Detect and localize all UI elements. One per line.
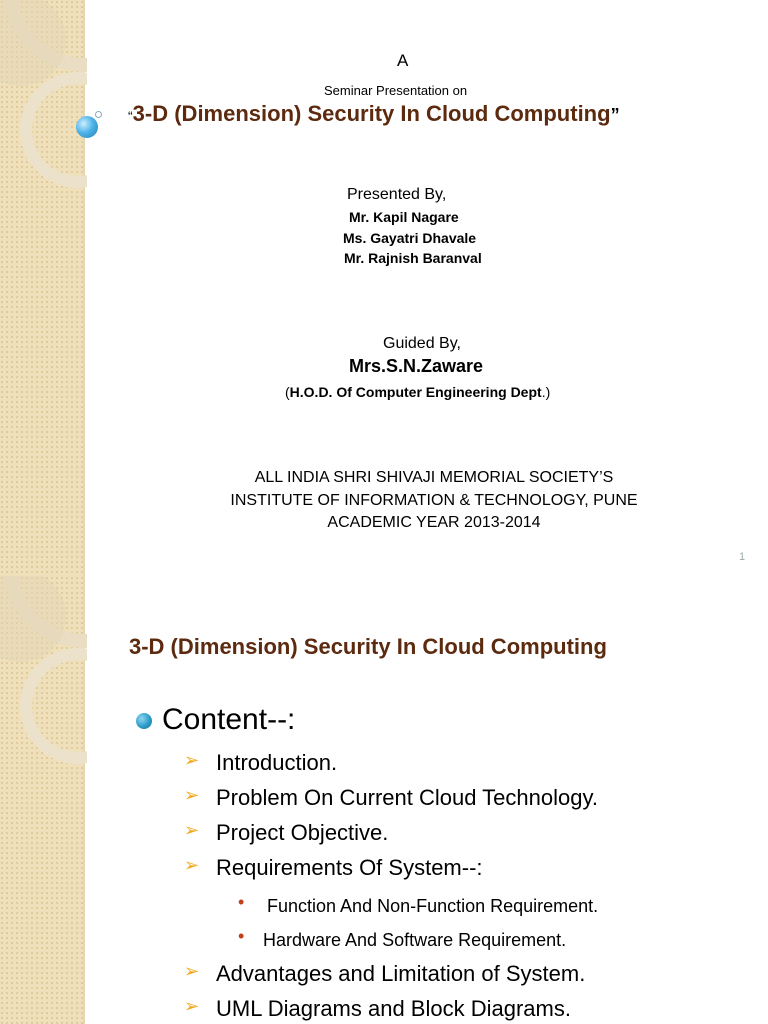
arrow-bullet-icon: ➢ [184, 996, 200, 1016]
presented-by-label: Presented By, [347, 186, 447, 203]
guide-name: Mrs.S.N.Zaware [349, 356, 484, 376]
institute-line-2: INSTITUTE OF INFORMATION & TECHNOLOGY, PUNE [230, 492, 638, 509]
department-text: H.O.D. Of Computer Engineering Dept [289, 384, 542, 400]
arrow-bullet-icon: ➢ [184, 750, 200, 770]
slide-2 [0, 576, 768, 1024]
seminar-label: Seminar Presentation on [324, 83, 468, 98]
list-item: Advantages and Limitation of System. [216, 961, 586, 986]
presenter-2: Ms. Gayatri Dhavale [343, 230, 477, 246]
list-item: Problem On Current Cloud Technology. [216, 785, 598, 810]
presenter-1: Mr. Kapil Nagare [349, 209, 459, 225]
guide-department [285, 384, 550, 400]
sub-list-item: Hardware And Software Requirement. [263, 930, 567, 950]
institute-line-3: ACADEMIC YEAR 2013-2014 [327, 514, 541, 531]
institute-line-1: ALL INDIA SHRI SHIVAJI MEMORIAL SOCIETY’S [254, 469, 614, 486]
guided-by-label: Guided By, [383, 335, 461, 352]
sub-bullet-icon: • [238, 892, 245, 912]
list-item: Requirements Of System--: [216, 855, 483, 880]
blue-bullet-icon [136, 713, 152, 729]
list-item: Introduction. [216, 750, 338, 775]
blue-orb-icon [76, 116, 98, 138]
arrow-bullet-icon: ➢ [184, 785, 200, 805]
presentation-title [128, 101, 620, 127]
arrow-bullet-icon: ➢ [184, 820, 200, 840]
close-quote: ” [610, 105, 620, 125]
arrow-bullet-icon: ➢ [184, 961, 200, 981]
list-item: Project Objective. [216, 820, 389, 845]
decorative-arcs [0, 0, 87, 576]
sub-list-item: Function And Non-Function Requirement. [267, 896, 599, 916]
decorative-side-band [0, 0, 85, 576]
content-heading: Content--: [162, 703, 296, 736]
letter-a: A [397, 51, 409, 70]
sub-bullet-icon: • [238, 926, 245, 946]
list-item: UML Diagrams and Block Diagrams. [216, 996, 571, 1021]
presenter-3: Mr. Rajnish Baranval [344, 250, 482, 266]
paren-close: .) [541, 384, 551, 400]
title-text: 3-D (Dimension) Security In Cloud Computing [132, 101, 611, 126]
decorative-side-band [0, 576, 85, 1024]
slide-title: 3-D (Dimension) Security In Cloud Computing [129, 634, 607, 659]
page-number: 1 [739, 551, 746, 563]
decorative-arcs [0, 576, 87, 1024]
paren-open: ( [285, 384, 290, 400]
arrow-bullet-icon: ➢ [184, 855, 200, 875]
open-quote: “ [128, 108, 133, 124]
small-circle-icon [95, 111, 102, 118]
